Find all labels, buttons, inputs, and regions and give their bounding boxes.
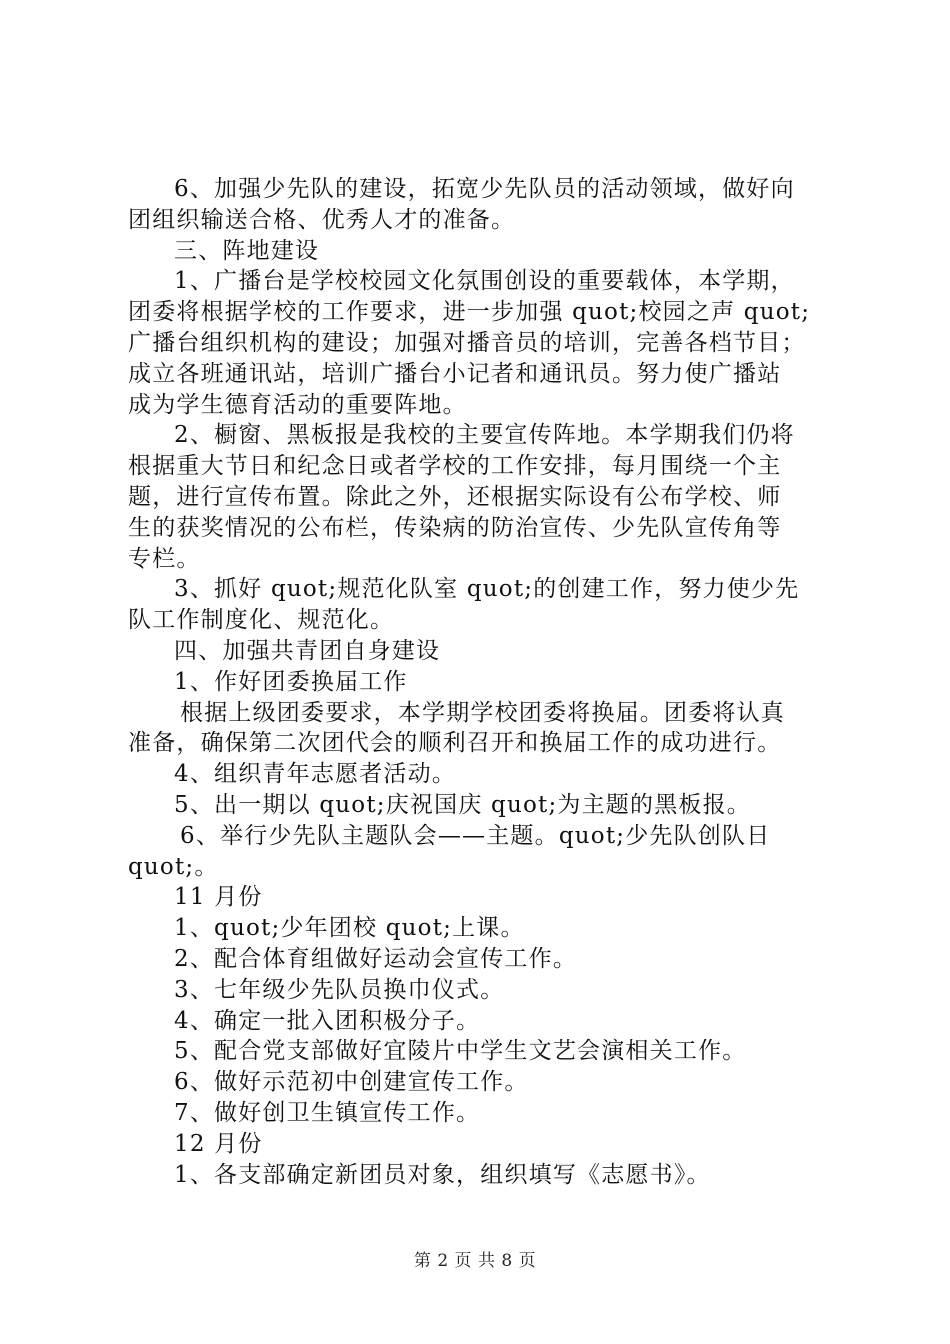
text-line: 2、配合体育组做好运动会宣传工作。 bbox=[174, 945, 578, 972]
text-line: 2、橱窗、黑板报是我校的主要宣传阵地。本学期我们仍将 bbox=[174, 422, 795, 449]
text-line: 成为学生德育活动的重要阵地。 bbox=[128, 391, 467, 418]
text-line: 5、配合党支部做好宜陵片中学生文艺会演相关工作。 bbox=[174, 1038, 747, 1065]
text-line: 准备，确保第二次团代会的顺利召开和换届工作的成功进行。 bbox=[128, 730, 782, 757]
text-line: 5、出一期以 quot;庆祝国庆 quot;为主题的黑板报。 bbox=[174, 791, 752, 818]
text-line: 队工作制度化、规范化。 bbox=[128, 607, 395, 634]
text-line: 专栏。 bbox=[128, 545, 201, 572]
text-line: 7、做好创卫生镇宣传工作。 bbox=[174, 1099, 481, 1126]
page-footer: 第 2 页 共 8 页 bbox=[413, 1251, 537, 1271]
text-line: 生的获奖情况的公布栏，传染病的防治宣传、少先队宣传角等 bbox=[128, 514, 782, 541]
text-line: 12 月份 bbox=[174, 1130, 263, 1157]
text-line: 成立各班通讯站，培训广播台小记者和通讯员。努力使广播站 bbox=[128, 360, 782, 387]
text-line: 四、加强共青团自身建设 bbox=[174, 637, 441, 664]
text-line: 6、举行少先队主题队会——主题。quot;少先队创队日 bbox=[180, 822, 771, 849]
text-line: 4、组织青年志愿者活动。 bbox=[174, 761, 457, 788]
text-line: 1、各支部确定新团员对象，组织填写《志愿书》。 bbox=[174, 1161, 711, 1188]
text-line: 1、quot;少年团校 quot;上课。 bbox=[174, 915, 525, 942]
text-line: 广播台组织机构的建设；加强对播音员的培训，完善各档节目； bbox=[128, 329, 806, 356]
text-line: 4、确定一批入团积极分子。 bbox=[174, 1007, 481, 1034]
text-line: 1、广播台是学校校园文化氛围创设的重要载体，本学期， bbox=[174, 268, 795, 295]
text-line: 团委将根据学校的工作要求，进一步加强 quot;校园之声 quot; bbox=[128, 299, 811, 326]
text-line: 1、作好团委换届工作 bbox=[174, 668, 408, 695]
text-line: 6、加强少先队的建设，拓宽少先队员的活动领域，做好向 bbox=[174, 176, 795, 202]
text-line: 根据重大节日和纪念日或者学校的工作安排，每月围绕一个主 bbox=[128, 453, 782, 480]
text-line: 三、阵地建设 bbox=[174, 237, 320, 264]
text-line: 题，进行宣传布置。除此之外，还根据实际设有公布学校、师 bbox=[128, 483, 782, 510]
document-body bbox=[128, 174, 840, 1190]
text-line: 团组织输送合格、优秀人才的准备。 bbox=[128, 206, 516, 233]
text-line: 6、做好示范初中创建宣传工作。 bbox=[174, 1069, 529, 1096]
text-line: quot;。 bbox=[128, 853, 219, 880]
text-line: 3、七年级少先队员换巾仪式。 bbox=[174, 976, 505, 1003]
text-line: 11 月份 bbox=[174, 884, 263, 911]
text-line: 根据上级团委要求，本学期学校团委将换届。团委将认真 bbox=[180, 699, 785, 726]
text-line: 3、抓好 quot;规范化队室 quot;的创建工作，努力使少先 bbox=[174, 576, 800, 603]
